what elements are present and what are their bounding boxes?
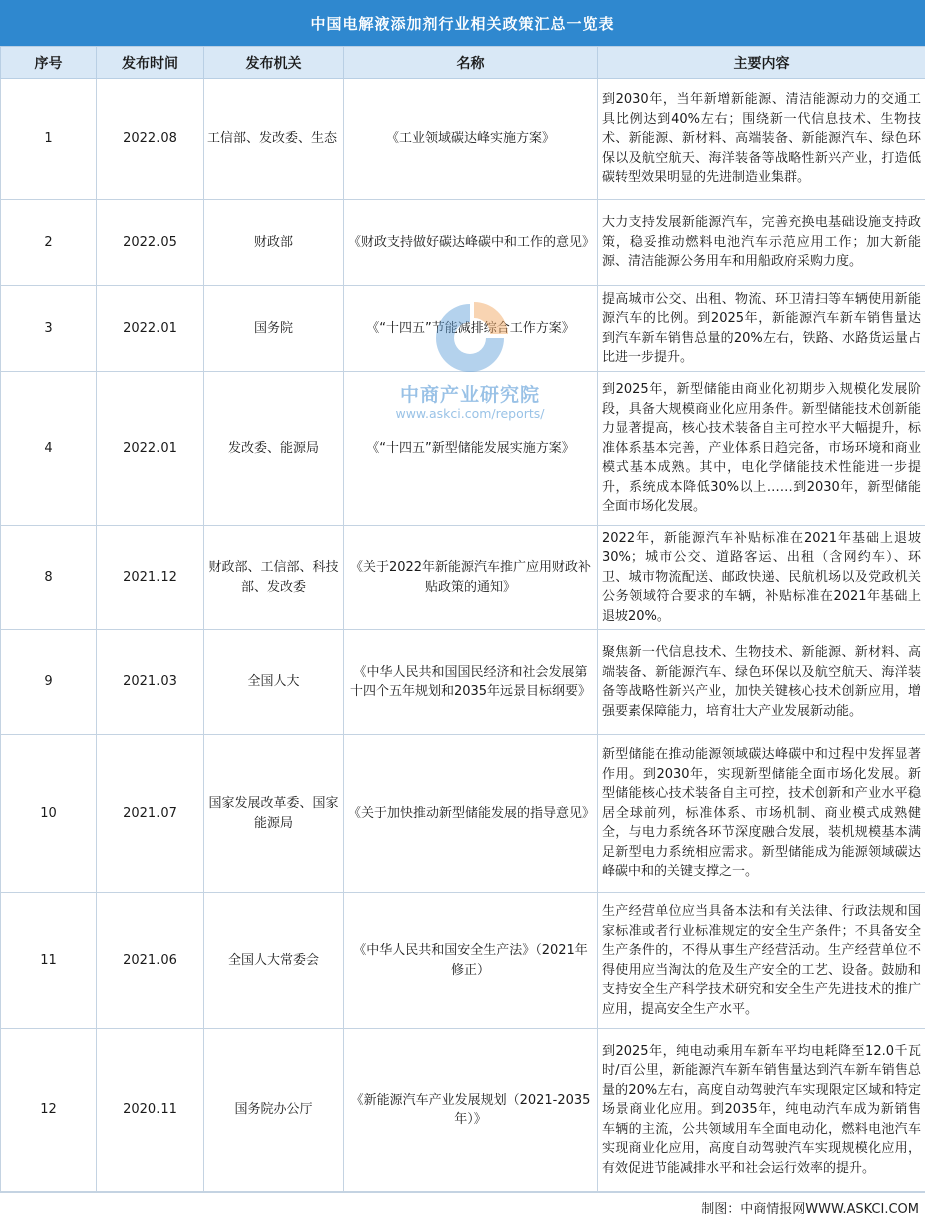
header-name: 名称	[344, 47, 598, 79]
cell-content: 到2030年，当年新增新能源、清洁能源动力的交通工具比例达到40%左右；围绕新一代信息技术、生物技术、新能源、新材料、高端装备、新能源汽车、绿色环保以及航空航天、海洋装备等战略性新兴产业，打造低碳转型效果明显的先进制造业集群。	[598, 79, 925, 200]
cell-org: 国家发展改革委、国家能源局	[204, 735, 344, 893]
cell-name: 《中华人民共和国安全生产法》（2021年修正）	[344, 893, 598, 1029]
cell-org: 国务院	[204, 286, 344, 372]
cell-no: 4	[1, 372, 97, 526]
cell-name: 《中华人民共和国国民经济和社会发展第十四个五年规划和2035年远景目标纲要》	[344, 630, 598, 735]
cell-content: 大力支持发展新能源汽车，完善充换电基础设施支持政策，稳妥推动燃料电池汽车示范应用工作；加大新能源、清洁能源公务用车和用船政府采购力度。	[598, 200, 925, 286]
cell-name: 《新能源汽车产业发展规划（2021-2035年）》	[344, 1029, 598, 1192]
table-row	[1, 372, 925, 526]
cell-date: 2022.08	[97, 79, 204, 200]
table-row	[1, 79, 925, 200]
cell-org: 工信部、发改委、生态	[204, 79, 344, 200]
cell-content: 生产经营单位应当具备本法和有关法律、行政法规和国家标准或者行业标准规定的安全生产条件；不具备安全生产条件的，不得从事生产经营活动。生产经营单位不得使用应当淘汰的危及生产安全的工艺、设备。鼓励和支持安全生产科学技术研究和安全生产先进技术的推广应用，提高安全生产水平。	[598, 893, 925, 1029]
cell-org: 财政部	[204, 200, 344, 286]
cell-no: 9	[1, 630, 97, 735]
cell-content: 到2025年，新型储能由商业化初期步入规模化发展阶段，具备大规模商业化应用条件。新型储能技术创新能力显著提高，核心技术装备自主可控水平大幅提升，标准体系基本完善，产业体系日趋完备，市场环境和商业模式基本成熟。其中，电化学储能技术性能进一步提升，系统成本降低30%以上……到2030年，新型储能全面市场化发展。	[598, 372, 925, 526]
cell-no: 3	[1, 286, 97, 372]
header-date: 发布时间	[97, 47, 204, 79]
cell-no: 10	[1, 735, 97, 893]
header-org: 发布机关	[204, 47, 344, 79]
footer-credit: 制图：中商情报网WWW.ASKCI.COM	[0, 1192, 925, 1222]
cell-date: 2021.06	[97, 893, 204, 1029]
cell-content: 到2025年，纯电动乘用车新车平均电耗降至12.0千瓦时/百公里，新能源汽车新车销售量达到汽车新车销售总量的20%左右，高度自动驾驶汽车实现限定区域和特定场景商业化应用。到2035年，纯电动汽车成为新销售车辆的主流，公共领域用车全面电动化，燃料电池汽车实现商业化应用，高度自动驾驶汽车实现规模化应用，有效促进节能减排水平和社会运行效率的提升。	[598, 1029, 925, 1192]
cell-no: 2	[1, 200, 97, 286]
cell-org: 全国人大	[204, 630, 344, 735]
cell-name: 《“十四五”新型储能发展实施方案》	[344, 372, 598, 526]
cell-name: 《“十四五”节能减排综合工作方案》	[344, 286, 598, 372]
cell-content: 聚焦新一代信息技术、生物技术、新能源、新材料、高端装备、新能源汽车、绿色环保以及航空航天、海洋装备等战略性新兴产业，加快关键核心技术创新应用，增强要素保障能力，培育壮大产业发展新动能。	[598, 630, 925, 735]
header-row	[1, 47, 925, 79]
cell-date: 2021.12	[97, 526, 204, 630]
table-row	[1, 893, 925, 1029]
cell-date: 2020.11	[97, 1029, 204, 1192]
cell-no: 11	[1, 893, 97, 1029]
watermark-url: www.askci.com/reports/	[395, 406, 545, 421]
cell-name: 《财政支持做好碳达峰碳中和工作的意见》	[344, 200, 598, 286]
cell-name: 《关于2022年新能源汽车推广应用财政补贴政策的通知》	[344, 526, 598, 630]
table-row	[1, 1029, 925, 1192]
cell-org: 全国人大常委会	[204, 893, 344, 1029]
cell-no: 8	[1, 526, 97, 630]
cell-no: 1	[1, 79, 97, 200]
cell-org: 财政部、工信部、科技部、发改委	[204, 526, 344, 630]
cell-date: 2022.01	[97, 286, 204, 372]
watermark-name: 中商产业研究院	[399, 384, 540, 406]
cell-no: 12	[1, 1029, 97, 1192]
cell-date: 2021.03	[97, 630, 204, 735]
policy-table	[0, 46, 925, 1192]
cell-date: 2022.05	[97, 200, 204, 286]
cell-content: 提高城市公交、出租、物流、环卫清扫等车辆使用新能源汽车的比例。到2025年，新能源汽车新车销售量达到汽车新车销售总量的20%左右，铁路、水路货运量占比进一步提升。	[598, 286, 925, 372]
table-row	[1, 630, 925, 735]
cell-name: 《关于加快推动新型储能发展的指导意见》	[344, 735, 598, 893]
cell-content: 新型储能在推动能源领域碳达峰碳中和过程中发挥显著作用。到2030年，实现新型储能全面市场化发展。新型储能核心技术装备自主可控，技术创新和产业水平稳居全球前列，标准体系、市场机制、商业模式成熟健全，与电力系统各环节深度融合发展，装机规模基本满足新型电力系统相应需求。新型储能成为能源领域碳达峰碳中和的关键支撑之一。	[598, 735, 925, 893]
cell-org: 发改委、能源局	[204, 372, 344, 526]
table-row	[1, 735, 925, 893]
header-no: 序号	[1, 47, 97, 79]
table-row	[1, 286, 925, 372]
table-row	[1, 200, 925, 286]
cell-content: 2022年，新能源汽车补贴标准在2021年基础上退坡30%；城市公交、道路客运、出租（含网约车）、环卫、城市物流配送、邮政快递、民航机场以及党政机关公务领域符合要求的车辆，补贴标准在2021年基础上退坡20%。	[598, 526, 925, 630]
header-content: 主要内容	[598, 47, 925, 79]
cell-date: 2021.07	[97, 735, 204, 893]
cell-org: 国务院办公厅	[204, 1029, 344, 1192]
cell-date: 2022.01	[97, 372, 204, 526]
cell-name: 《工业领域碳达峰实施方案》	[344, 79, 598, 200]
table-title: 中国电解液添加剂行业相关政策汇总一览表	[0, 0, 925, 46]
table-row	[1, 526, 925, 630]
